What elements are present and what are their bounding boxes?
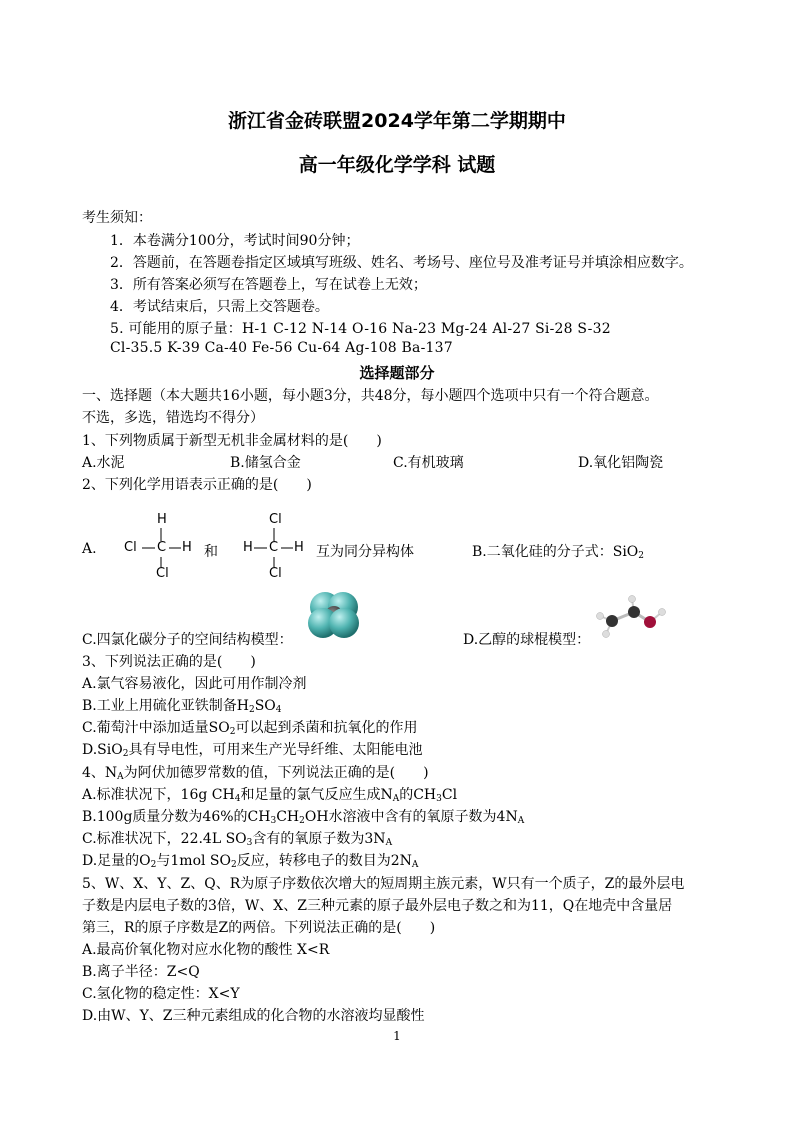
q3-c-2: 可以起到杀菌和抗氧化的作用: [235, 720, 418, 736]
q4-c-s2: A: [385, 838, 393, 848]
q5-stem-line3: 第三，R的原子序数是Z的两倍。下列说法正确的是( ): [82, 920, 436, 936]
q4-b-3: OH水溶液中含有的氧原子数为4N: [304, 809, 518, 825]
q2-b-sub: 2: [638, 551, 645, 561]
q2-stem: 2、下列化学用语表示正确的是( ): [82, 477, 312, 493]
q4-stem-s: A: [117, 772, 124, 782]
notice-item-4: 4．考试结束后，只需上交答题卷。: [110, 299, 329, 315]
q4-d-3: 反应，转移电子的数目为2N: [236, 853, 412, 869]
q4-b-1: B.100g质量分数为46%的CH: [82, 809, 271, 825]
q4-stem-2: 为阿伏加德罗常数的值，下列说法正确的是( ): [123, 765, 429, 781]
q4-a-4: Cl: [441, 787, 458, 803]
structure-1-right-h: H: [182, 540, 192, 555]
q3-b-s1: 2: [248, 705, 255, 715]
q4-a-s1: 4: [234, 794, 241, 804]
q3-c-s: 2: [229, 727, 236, 737]
notice-heading: 考生须知：: [82, 210, 152, 226]
part1-line1: 一、选择题（本大题共16小题，每小题3分，共48分，每小题四个选项中只有一个符合题意。: [82, 388, 659, 404]
q3-option-c: [82, 717, 417, 737]
notice-item-5-cont: Cl-35.5 K-39 Ca-40 Fe-56 Cu-64 Ag-108 Ba-137: [110, 340, 453, 356]
structure-2: [240, 512, 320, 582]
structure-1-left-cl: Cl: [124, 540, 137, 555]
structure-2-center-c: C: [269, 540, 279, 555]
page-title: 浙江省金砖联盟2024学年第二学期期中: [228, 110, 566, 132]
q4-option-c: [82, 828, 392, 848]
q5-option-a: A.最高价氧化物对应水化物的酸性 X<R: [82, 942, 330, 958]
q3-b-s2: 4: [275, 705, 282, 715]
structure-1: [120, 512, 200, 582]
structure-2-left-h: H: [243, 540, 253, 555]
q1-option-a: A.水泥: [82, 455, 125, 471]
q4-d-1: D.足量的O: [82, 853, 151, 869]
structure-1-bottom-cl: Cl: [156, 566, 169, 581]
notice-item-3: 3．所有答案必须写在答题卷上，写在试卷上无效；: [110, 277, 427, 293]
q4-b-s3: A: [517, 816, 525, 826]
q4-c-s1: 3: [246, 838, 253, 848]
q4-a-s3: 3: [436, 794, 442, 804]
section-title: 选择题部分: [359, 364, 435, 382]
ethanol-ball-stick-model: [592, 594, 672, 644]
q2-option-a-tail: 互为同分异构体: [316, 544, 414, 560]
q5-option-d: D.由W、Y、Z三种元素组成的化合物的水溶液均显酸性: [82, 1008, 425, 1024]
q4-c-2: 含有的氧原子数为3N: [252, 831, 386, 847]
q3-option-b: [82, 695, 282, 715]
q4-b-s2: 2: [299, 816, 305, 826]
notice-item-1: 1．本卷满分100分，考试时间90分钟；: [110, 233, 360, 249]
q2-option-c: C.四氯化碳分子的空间结构模型：: [82, 632, 293, 648]
q4-d-2: 与1mol SO: [156, 853, 231, 869]
q4-d-s3: A: [411, 860, 419, 870]
q4-b-s1: 3: [270, 816, 277, 826]
notice-item-5: 5. 可能用的原子量：H-1 C-12 N-14 O-16 Na-23 Mg-24 Al-27 Si-28 S-32: [110, 321, 611, 337]
structure-1-top-h: H: [157, 512, 167, 527]
structure-2-right-h: H: [294, 540, 304, 555]
q3-b-1: B.工业上用硫化亚铁制备H: [82, 698, 249, 714]
q4-stem: [82, 762, 429, 782]
q4-a-1: A.标准状况下，16g CH: [82, 787, 235, 803]
q2-b-text: B.二氧化硅的分子式：SiO: [472, 544, 639, 560]
q4-a-2: 和足量的氯气反应生成N: [240, 787, 393, 803]
q1-stem: 1、下列物质属于新型无机非金属材料的是( ): [82, 433, 382, 449]
page-subtitle: 高一年级化学学科 试题: [298, 154, 496, 176]
structure-1-bonds: [120, 512, 200, 582]
q3-d-2: 具有导电性，可用来生产光导纤维、太阳能电池: [128, 742, 423, 758]
structure-2-bottom-cl: Cl: [269, 566, 282, 581]
q4-a-s2: A: [392, 794, 400, 804]
q3-b-2: SO: [254, 698, 276, 714]
q2-option-a-and: 和: [204, 544, 218, 560]
q2-option-d: D.乙醇的球棍模型：: [463, 632, 591, 648]
page-number: 1: [393, 1029, 401, 1043]
q4-option-b: [82, 806, 524, 826]
notice-item-2: 2．答题前，在答题卷指定区域填写班级、姓名、考场号、座位号及准考证号并填涂相应数字。: [110, 255, 693, 271]
structure-1-center-c: C: [157, 540, 167, 555]
q2-option-a-label: A.: [82, 541, 97, 557]
q3-stem: 3、下列说法正确的是( ): [82, 654, 256, 670]
structure-2-bonds: [240, 512, 320, 582]
q4-a-3: 的CH: [399, 787, 437, 803]
q3-option-d: [82, 739, 422, 759]
q4-option-a: [82, 784, 457, 804]
q4-d-s2: 2: [231, 860, 237, 870]
ccl4-space-filling-model: [303, 587, 363, 643]
q4-option-d: [82, 850, 418, 870]
q4-stem-1: 4、N: [82, 765, 118, 781]
q1-option-d: D.氧化铝陶瓷: [578, 455, 664, 471]
q3-option-a: A.氯气容易液化，因此可用作制冷剂: [82, 676, 307, 692]
q5-stem-line2: 子数是内层电子数的3倍，W、X、Z三种元素的原子最外层电子数之和为11，Q在地壳中含量居: [82, 898, 673, 914]
q1-option-c: C.有机玻璃: [393, 455, 464, 471]
q4-b-2: CH: [276, 809, 300, 825]
structure-2-top-cl: Cl: [269, 512, 282, 527]
part1-line2: 不选，多选，错选均不得分）: [82, 410, 264, 426]
q4-d-s1: 2: [150, 860, 157, 870]
q3-d-s: 2: [122, 749, 129, 759]
q2-option-b: [472, 541, 644, 561]
q3-d-1: D.SiO: [82, 742, 123, 758]
q5-option-c: C.氢化物的稳定性：X<Y: [82, 986, 240, 1002]
q3-c-1: C.葡萄汁中添加适量SO: [82, 720, 230, 736]
q1-option-b: B.储氢合金: [230, 455, 301, 471]
q5-option-b: B.离子半径：Z<Q: [82, 964, 200, 980]
q4-c-1: C.标准状况下，22.4L SO: [82, 831, 247, 847]
q5-stem-line1: 5、W、X、Y、Z、Q、R为原子序数依次增大的短周期主族元素，W只有一个质子，Z的最外层电: [82, 876, 685, 892]
